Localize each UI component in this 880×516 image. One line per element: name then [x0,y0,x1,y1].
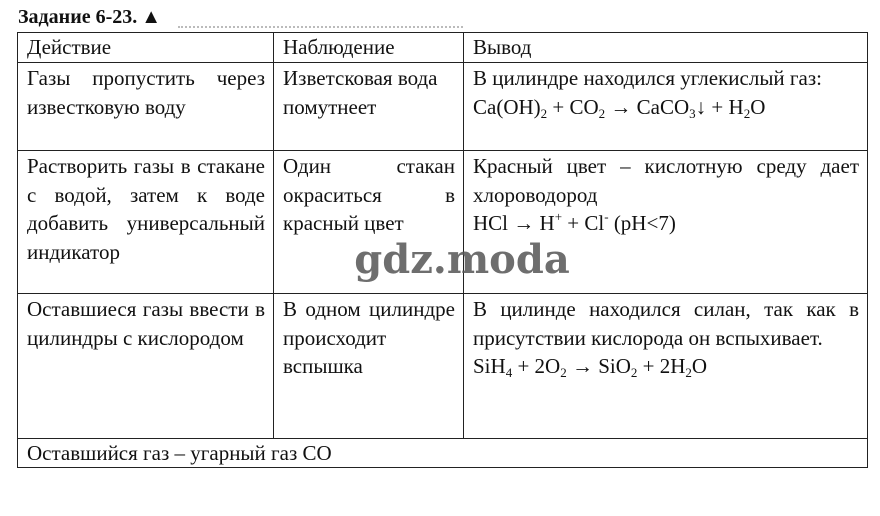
table-header-row [18,33,868,63]
reaction-equation: $Ca(OH)_2 + CO_2$ → CaCO$_3$↓ + $H_2O$ [473,94,766,121]
table-row [18,294,868,439]
cell-observation: В одном цилиндре происходит вспышка [274,294,464,439]
table-footer-row [18,439,868,468]
task-title [18,5,161,29]
cell-action: Оставшиеся газы ввести в цилиндры с кислородом [18,294,274,439]
cell-conclusion [464,63,868,151]
cell-action: Растворить газы в стакане с водой, затем к воде добавить универсальный индикатор [18,151,274,294]
reaction-equation: HCl → H+ + Cl- (pH<7) [473,209,676,235]
conclusion-text: Красный цвет – кислотную среду дает хлороводород [473,154,859,207]
task-title-text: Задание 6-23. [18,6,138,28]
cell-conclusion [464,294,868,439]
title-mark: ▲ [141,6,162,28]
footer-conclusion: Оставшийся газ – угарный газ CO [18,439,868,468]
table-row [18,151,868,294]
header-conclusion: Вывод [464,33,868,63]
cell-observation: Один стакан окраситься в красный цвет [274,151,464,294]
title-dotted-line [178,26,463,28]
reaction-equation: $SiH_4 + 2O_2 \to SiO_2 + 2H_2O$ [473,354,708,380]
results-table [17,32,868,468]
cell-observation: Изветсковая вода помутнеет [274,63,464,151]
table-row [18,63,868,151]
cell-action: Газы пропустить через известковую воду [18,63,274,151]
header-action: Действие [18,33,274,63]
conclusion-text: В цилиндре находился углекислый газ: [473,66,822,90]
conclusion-text: В цилинде находился силан, так как в присутствии кислорода он вспыхивает. [473,297,859,350]
watermark: gdz.moda [354,236,570,283]
cell-conclusion [464,151,868,294]
header-observation: Наблюдение [274,33,464,63]
